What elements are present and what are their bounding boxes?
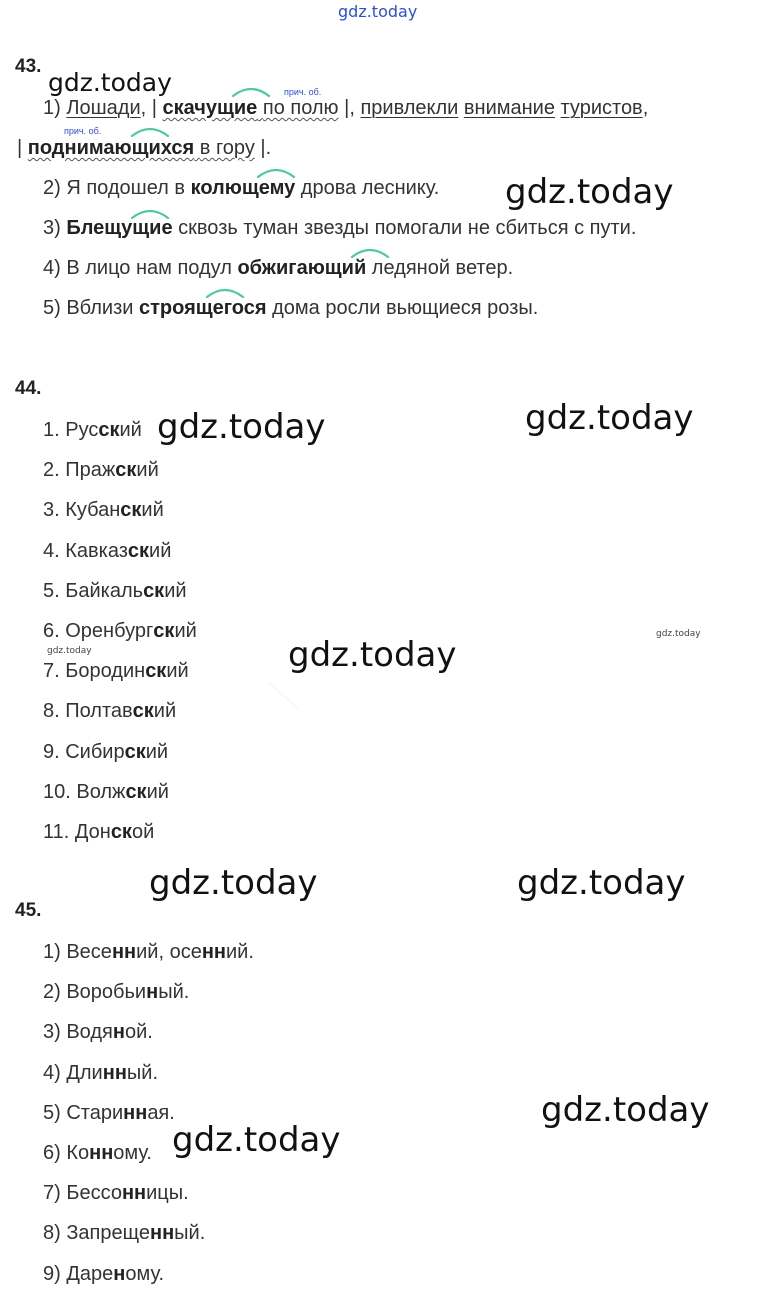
- suffix-highlight: ск: [125, 780, 147, 803]
- predicate-word: привлекли: [360, 97, 459, 119]
- watermark: gdz.today: [517, 863, 686, 903]
- list-item: 5) Старинная.: [43, 1101, 175, 1124]
- watermark: gdz.today: [505, 172, 674, 212]
- sentence-43-2: 2) Я подошел в колющему дрова леснику.: [43, 177, 440, 199]
- watermark: gdz.today: [172, 1120, 341, 1160]
- watermark: gdz.today: [157, 407, 326, 447]
- object-word: внимание: [463, 97, 555, 119]
- list-item: 8) Запрещенный.: [43, 1222, 206, 1245]
- exercise-number-43: 43.: [15, 56, 42, 77]
- exercise-number-45: 45.: [15, 900, 42, 921]
- list-item: 6. Оренбургский: [43, 620, 197, 642]
- watermark: gdz.today: [338, 2, 418, 21]
- participle-phrase-label: прич. об.: [64, 126, 102, 136]
- suffix-highlight: нн: [111, 941, 137, 963]
- watermark: gdz.today: [149, 863, 318, 903]
- suffix-highlight: ск: [110, 821, 132, 843]
- suffix-highlight: нн: [123, 1101, 148, 1124]
- list-item: 1. Русский: [43, 419, 142, 441]
- faint-watermark-stroke: [242, 682, 299, 739]
- watermark: gdz.today: [47, 646, 92, 656]
- sentence-43-3: 3) Блещущие сквозь туман звезды помогали не сбиться с пути.: [43, 217, 637, 239]
- list-item: 10. Волжский: [43, 780, 169, 803]
- sentence-43-1-continuation: | поднимающихся в гору |.: [17, 137, 272, 159]
- participle-phrase: скачущие по полю: [162, 97, 339, 119]
- watermark: gdz.today: [288, 635, 457, 675]
- suffix-highlight: ск: [115, 459, 137, 482]
- list-item: 5. Байкальский: [43, 579, 187, 602]
- list-item: 2) Воробьиный.: [43, 981, 190, 1004]
- suffix-highlight: н: [112, 1021, 125, 1044]
- suffix-highlight: ск: [127, 539, 150, 562]
- participle-phrase-label: прич. об.: [284, 87, 322, 97]
- subject-word: Лошади: [66, 97, 141, 119]
- suffix-highlight: ск: [132, 700, 154, 723]
- sentence-43-4: 4) В лицо нам подул обжигающий ледяной ветер.: [43, 257, 514, 279]
- participle-phrase: поднимающихся в гору: [27, 137, 255, 159]
- root-arc-mark: [231, 84, 271, 98]
- object-word: туристов: [560, 97, 643, 119]
- list-item: 3. Кубанский: [43, 499, 164, 522]
- suffix-highlight: нн: [102, 1061, 127, 1084]
- watermark: gdz.today: [656, 629, 701, 639]
- watermark: gdz.today: [541, 1090, 710, 1130]
- list-item: 9) Дареному.: [43, 1262, 165, 1285]
- exercise-number-44: 44.: [15, 378, 42, 399]
- suffix-highlight: н: [113, 1262, 126, 1285]
- list-item: 7) Бессонницы.: [43, 1182, 189, 1205]
- sentence-43-5: 5) Вблизи строящегося дома росли вьющиеся розы.: [43, 297, 539, 319]
- list-item: 3) Водяной.: [43, 1021, 153, 1044]
- suffix-highlight: ск: [153, 620, 175, 642]
- root-arc-mark: [130, 124, 170, 138]
- list-item: 7. Бородинский: [43, 660, 189, 683]
- suffix-highlight: нн: [89, 1142, 114, 1164]
- suffix-highlight: н: [146, 981, 159, 1004]
- list-item: 4) Длинный.: [43, 1061, 159, 1084]
- suffix-highlight: нн: [121, 1182, 147, 1205]
- suffix-highlight: нн: [149, 1222, 175, 1245]
- suffix-highlight: ск: [145, 660, 167, 683]
- list-item: 8. Полтавский: [43, 700, 177, 723]
- watermark: gdz.today: [48, 68, 172, 97]
- suffix-highlight: ск: [143, 579, 165, 602]
- suffix-highlight: ск: [120, 499, 142, 522]
- list-item: 11. Донской: [43, 821, 155, 843]
- suffix-highlight: ск: [98, 419, 120, 441]
- suffix-highlight: ск: [124, 740, 146, 763]
- list-item: 9. Сибирский: [43, 740, 169, 763]
- list-item: 6) Конному.: [43, 1142, 152, 1164]
- sentence-43-1: 1) Лошади, | скачущие по полю |, привлекли внимание туристов,: [43, 97, 649, 119]
- list-item: 2. Пражский: [43, 459, 159, 482]
- list-item: 4. Кавказский: [43, 539, 172, 562]
- watermark: gdz.today: [525, 398, 694, 438]
- suffix-highlight: нн: [201, 941, 226, 963]
- list-item: 1) Весенний, осенний.: [43, 941, 254, 963]
